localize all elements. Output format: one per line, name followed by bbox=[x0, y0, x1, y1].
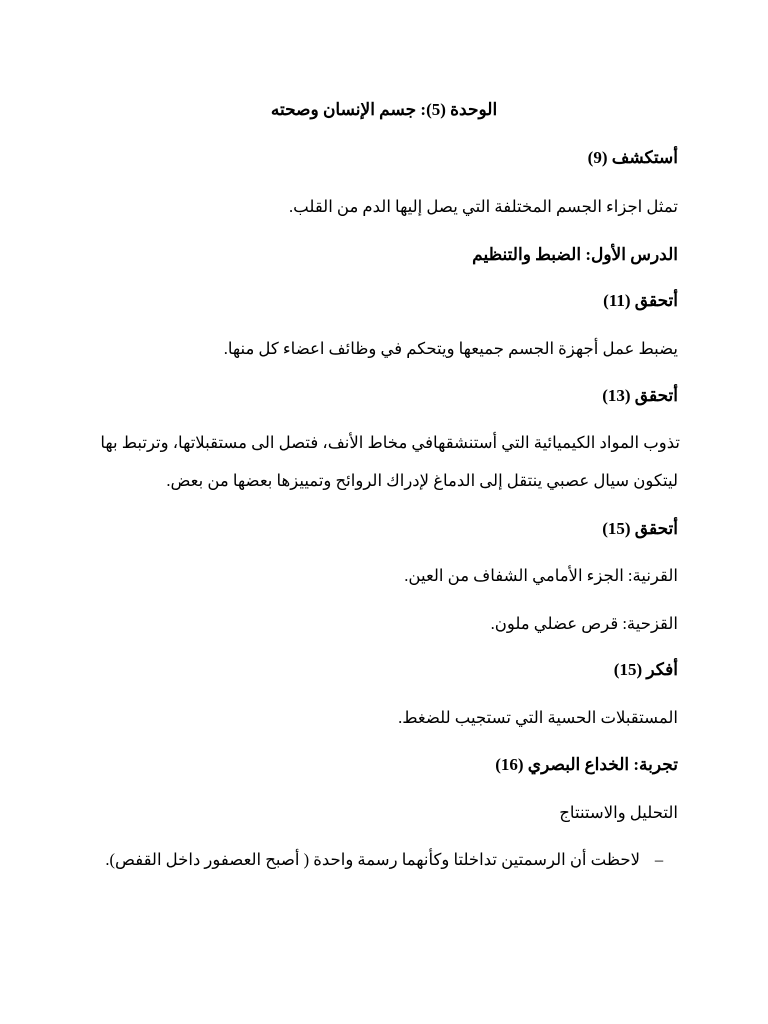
text-verify-13-line-1: تذوب المواد الكيميائية التي أستنشقهافي مخاط الأنف، فتصل الى مستقبلاتها، وترتبط بها bbox=[100, 433, 680, 452]
bullet-dash: – bbox=[654, 850, 664, 869]
heading-verify-11: أتحقق (11) bbox=[603, 291, 678, 310]
heading-think-15: أفكر (15) bbox=[613, 660, 678, 679]
heading-lesson-1: الدرس الأول: الضبط والتنظيم bbox=[472, 245, 678, 264]
heading-verify-15: أتحقق (15) bbox=[602, 519, 678, 538]
text-experiment-16-line-1: التحليل والاستنتاج bbox=[559, 803, 678, 822]
bullet-text: لاحظت أن الرسمتين تداخلتا وكأنهما رسمة واحدة ( أصبح العصفور داخل القفص). bbox=[105, 850, 640, 869]
text-verify-13-line-2: ليتكون سيال عصبي ينتقل إلى الدماغ لإدراك الروائح وتمييزها بعضها من بعض. bbox=[166, 471, 678, 490]
text-verify-15-line-1: القرنية: الجزء الأمامي الشفاف من العين. bbox=[404, 566, 678, 585]
text-think-15-line-1: المستقبلات الحسية التي تستجيب للضغط. bbox=[398, 708, 678, 727]
text-explore-9-line-1: تمثل اجزاء الجسم المختلفة التي يصل إليها الدم من القلب. bbox=[289, 197, 678, 216]
text-verify-15-line-2: القزحية: قرص عضلي ملون. bbox=[490, 614, 678, 633]
heading-explore-9: أستكشف (9) bbox=[587, 148, 678, 167]
heading-experiment-16: تجربة: الخداع البصري (16) bbox=[495, 755, 678, 774]
page-title: الوحدة (5): جسم الإنسان وصحته bbox=[270, 100, 498, 119]
text-verify-11-line-1: يضبط عمل أجهزة الجسم جميعها ويتحكم في وظائف اعضاء كل منها. bbox=[223, 339, 678, 358]
heading-verify-13: أتحقق (13) bbox=[602, 386, 678, 405]
bullet-item bbox=[80, 849, 678, 871]
